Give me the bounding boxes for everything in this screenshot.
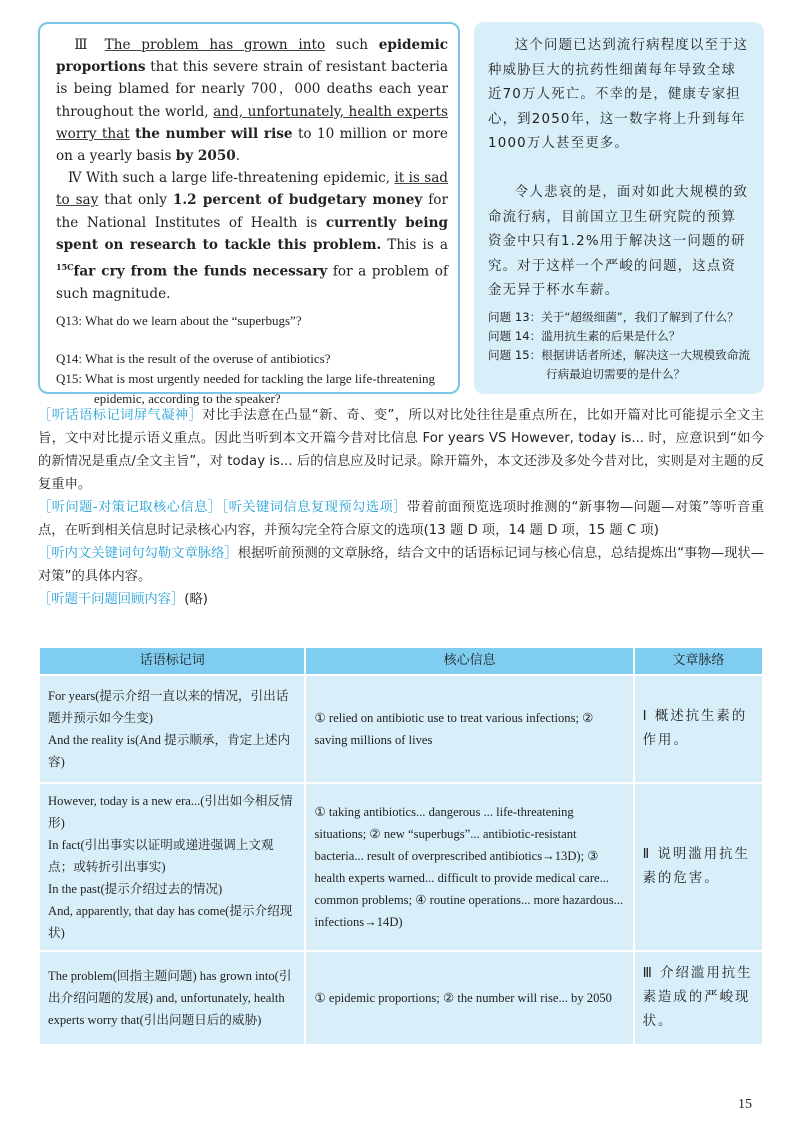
chinese-translation-box xyxy=(474,22,764,394)
paragraph-3: Ⅲ The problem has grown into such epidemic proportions that this severe strain of resistant bacteria is being blamed for nearly 700，000 deaths each year throughout the world, and, unfortunately, health experts worry that the number will rise to 10 million or more on a yearly basis by 2050. xyxy=(56,37,449,165)
translation-question-13: 问题 13：关于“超级细菌”，我们了解到了什么？ xyxy=(488,309,739,324)
markers-cell: However, today is a new era...(引出如今相反情形) In fact(引出事实以证明或递进强调上文观点；或转折引出事实) In the past(提示介绍过去的情况) And, apparently, that day has come(提示介绍现状) xyxy=(40,784,304,950)
markers-cell: The problem(回指主题问题) has grown into(引出介绍问题的发展) and, unfortunately, health experts worry that(引出问题日后的威胁) xyxy=(40,952,304,1044)
table-row xyxy=(40,676,762,782)
column-header: 核心信息 xyxy=(306,648,632,674)
core-info-cell: ① epidemic proportions; ② the number will rise... by 2050 xyxy=(306,952,632,1044)
explanation-4: ［听题干问题回顾内容］(略) xyxy=(38,592,208,607)
table-row xyxy=(40,784,762,950)
thread-cell: Ⅲ 介绍滥用抗生素造成的严峻现状。 xyxy=(635,952,762,1044)
markers-cell: For years(提示介绍一直以来的情况，引出话题并预示如今生变) And the reality is(And 提示顺承，肯定上述内容) xyxy=(40,676,304,782)
paragraph-number-3: Ⅲ xyxy=(68,37,94,53)
explanation-3: ［听内文关键词句勾勒文章脉络］根据听前预测的文章脉络，结合文中的话语标记词与核心信息，总结提炼出“事物—现状—对策”的具体内容。 xyxy=(38,546,765,584)
table-row xyxy=(40,952,762,1044)
translation-question-15: 问题 15：根据讲话者所述，解决这一大规模致命流行病最迫切需要的是什么？ xyxy=(488,347,750,381)
translation-question-14: 问题 14：滥用抗生素的后果是什么？ xyxy=(488,328,681,343)
column-header: 话语标记词 xyxy=(40,648,304,674)
thread-cell: Ⅱ 说明滥用抗生素的危害。 xyxy=(635,784,762,950)
core-info-cell: ① taking antibiotics... dangerous ... life-threatening situations; ② new “superbugs”... antibiotic-resistant bacteria... result of overprescribed antibiotics→13D); ③ health experts warned... difficult to provide medical care... common problems; ④ routine operations... more hazardous... infections→14D) xyxy=(306,784,632,950)
question-13: Q13: What do we learn about the “superbugs”? xyxy=(56,312,302,328)
english-passage-box xyxy=(38,22,460,406)
table-header-row xyxy=(40,648,762,674)
section-tag: ［听问题-对策记取核心信息］［听关键词信息复现预勾选项］ xyxy=(38,500,407,515)
paragraph-4: Ⅳ With such a large life-threatening epidemic, it is sad to say that only 1.2 percent of budgetary money for the National Institutes of Health is currently being spent on research to tackle this problem. This is a $^{15C}$far cry from the funds necessary for a problem of such magnitude. xyxy=(56,170,449,302)
section-tag: ［听题干问题回顾内容］ xyxy=(38,592,185,607)
translation-paragraph-3: 这个问题已达到流行病程度以至于这种威胁巨大的抗药性细菌每年导致全球近70万人死亡。不幸的是，健康专家担心，到2050年，这一数字将上升到每年1000万人甚至更多。 xyxy=(488,38,749,152)
question-15: Q15: What is most urgently needed for tackling the large life-threatening epidemic, according to the speaker? xyxy=(56,370,436,406)
page-number: 15 xyxy=(738,1097,752,1112)
question-14: Q14: What is the result of the overuse of antibiotics? xyxy=(56,350,331,366)
explanation-1: ［听话语标记词屏气凝神］对比手法意在凸显“新、奇、变”，所以对比处往往是重点所在，比如开篇对比可能提示全文主旨，文中对比提示语义重点。因此当听到本文开篇今昔对比信息 For years VS However, today is... 时，应意识到“如今的新情况是重点/全文主旨”，对 today is... 后的信息应及时记录。除开篇外，本文还涉及多处今昔对比，实则是对主题的反复重申。 xyxy=(38,408,765,492)
section-tag: ［听内文关键词句勾勒文章脉络］ xyxy=(38,546,238,561)
summary-table xyxy=(38,646,764,1046)
explanation-2: ［听问题-对策记取核心信息］［听关键词信息复现预勾选项］带着前面预览选项时推测的“新事物—问题—对策”等听音重点，在听到相关信息时记录核心内容，并预勾完全符合原文的选项(13 题 D 项，14 题 D 项，15 题 C 项) xyxy=(38,500,764,538)
column-header: 文章脉络 xyxy=(635,648,762,674)
thread-cell: Ⅰ 概述抗生素的作用。 xyxy=(635,676,762,782)
section-tag: ［听话语标记词屏气凝神］ xyxy=(38,408,203,423)
paragraph-number-4: Ⅳ xyxy=(68,170,82,187)
translation-paragraph-4: 令人悲哀的是，面对如此大规模的致命流行病，目前国立卫生研究院的预算资金中只有1.2%用于解决这一问题的研究。对于这样一个严峻的问题，这点资金无异于杯水车薪。 xyxy=(488,184,749,299)
answer-marker: 15C xyxy=(56,262,74,273)
explanation-text xyxy=(38,404,764,611)
core-info-cell: ① relied on antibiotic use to treat various infections; ② saving millions of lives xyxy=(306,676,632,782)
